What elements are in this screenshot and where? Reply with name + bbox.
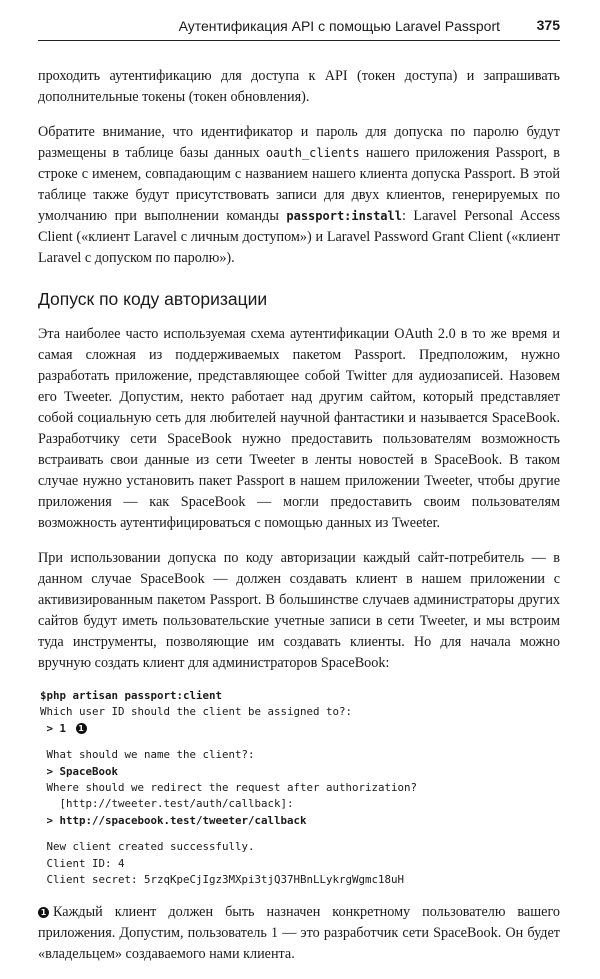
running-header-title: Аутентификация API с помощью Laravel Passport xyxy=(178,18,500,34)
paragraph-scheme-intro: Эта наиболее часто используемая схема аутентификации OAuth 2.0 в то же время и самая сложная из поддерживаемых пакетом Passport. Предположим, нужно разработать приложение, представляющее собой Twitter для аудиозаписей. Назовем его Tweeter. Допустим, некто работает над другим сайтом, который представляет собой социальную сеть для любителей научной фантастики и называется SpaceBook. Разработчику сети SpaceBook нужно предоставить пользователям возможность встраивать свои данные из сети Tweeter в ленты новостей в SpaceBook. В таком случае нужно установить пакет Passport в нашем приложении Tweeter, чтобы другие приложения — как SpaceBook — могли предоставить своим пользователям возможность аутентифицироваться с помощью данных из Tweeter. xyxy=(38,326,560,531)
code-line-success: New client created successfully. xyxy=(40,840,255,854)
code-line-answer-redirect: > http://spacebook.test/tweeter/callback xyxy=(40,813,307,827)
code-line-question-name: What should we name the client?: xyxy=(40,748,255,762)
code-answer-text: > 1 xyxy=(40,721,73,735)
paragraph-client-creation: При использовании допуска по коду авторизации каждый сайт-потребитель — в данном случае SpaceBook — должен создавать клиент в нашем приложении с активизированным пакетом Passport. В большинстве случаев администраторы других сайтов будут иметь пользовательские учетные записи в сети Tweeter, и мы встроим туда инструменты, позволяющие им создавать клиенты. Но для начала можно вручную создать клиент для администраторов SpaceBook: xyxy=(38,550,560,671)
para2-text-2: нашего приложения Passport, в строке с именем, совпадающим с названием нашего клиента допуска Passport. В этой таблице также будут присутствовать записи для двух клиентов, генерируемых по умолчанию при выполнении команды xyxy=(38,145,560,224)
running-header xyxy=(38,14,560,41)
footnote-text: Каждый клиент должен быть назначен конкретному пользователю вашего приложения. Допустим, пользователь 1 — это разработчик сети SpaceBook. Он будет «владельцем» создаваемого нами клиента. xyxy=(38,904,560,963)
footnote-callout xyxy=(38,902,560,965)
inline-code-passport-install: passport:install xyxy=(286,209,402,223)
section-heading: Допуск по коду авторизации xyxy=(38,289,268,309)
inline-code-oauth-clients: oauth_clients xyxy=(265,146,360,160)
page-number: 375 xyxy=(536,17,560,33)
callout-marker-icon: 1 xyxy=(76,723,87,734)
callout-marker-icon: 1 xyxy=(38,907,49,918)
code-line-command: $php artisan passport:client xyxy=(40,689,223,702)
code-listing xyxy=(40,688,560,888)
code-line-default-redirect: [http://tweeter.test/auth/callback]: xyxy=(40,797,294,811)
para2-text-3: : Laravel Personal Access Client («клиент Laravel с личным доступом») и Laravel Password Grant Client («клиент Laravel с допуском по паролю»). xyxy=(38,208,560,266)
code-spacer xyxy=(40,737,560,747)
paragraph-client-note xyxy=(38,122,560,269)
code-line-client-secret: Client secret: 5rzqKpeCjIgz3MXpi3tjQ37HBnLLykrgWgmc18uH xyxy=(40,873,405,887)
code-line-question-redirect: Where should we redirect the request after authorization? xyxy=(40,781,418,795)
page-body xyxy=(38,66,560,979)
code-line-question-user: Which user ID should the client be assigned to?: xyxy=(40,705,353,719)
code-line-client-id: Client ID: 4 xyxy=(40,856,125,870)
code-spacer xyxy=(40,829,560,839)
paragraph-continuation: проходить аутентификацию для доступа к API (токен доступа) и запрашивать дополнительные токены (токен обновления). xyxy=(38,68,560,105)
code-line-answer-user xyxy=(40,721,560,737)
para2-text-1: Обратите внимание, что идентификатор и пароль для допуска по паролю будут размещены в таблице базы данных xyxy=(38,124,560,161)
code-line-answer-name: > SpaceBook xyxy=(40,764,119,778)
